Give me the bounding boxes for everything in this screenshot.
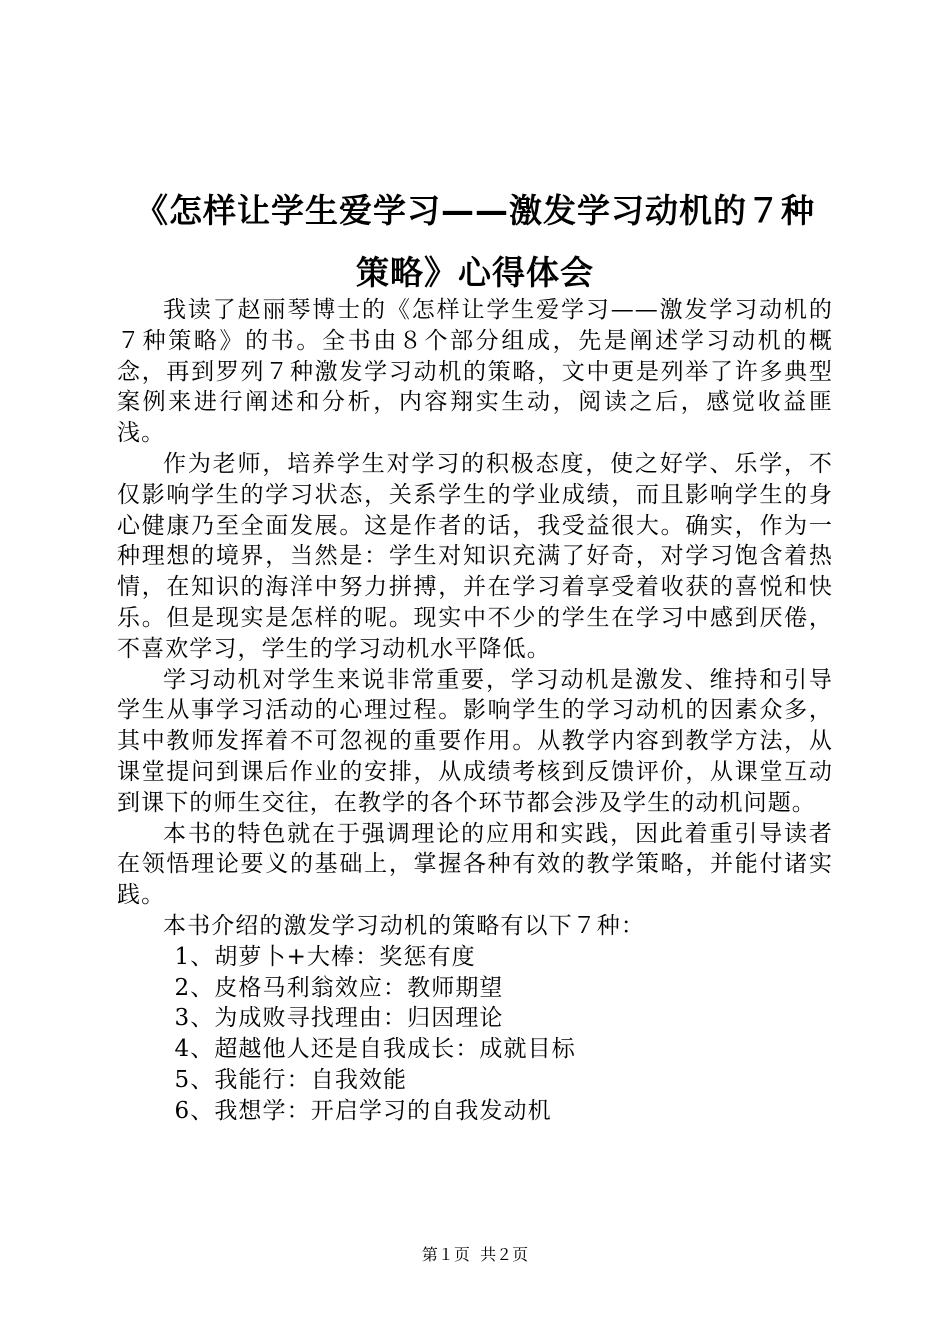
strategy-item: 5、我能行：自我效能: [174, 1066, 408, 1093]
title-line-1: 《怎样让学生爱学习——激发学习动机的７种: [135, 191, 815, 230]
paragraph: 我读了赵丽琴博士的《怎样让学生爱学习——激发学习动机的７种策略》的书。全书由８个部分组成，先是阐述学习动机的概念，再到罗列７种激发学习动机的策略，文中更是列举了许多典型案例来进行阐述和分析，内容翔实生动，阅读之后，感觉收益匪浅。: [117, 297, 833, 447]
strategy-item: 6、我想学：开启学习的自我发动机: [174, 1097, 552, 1124]
document-title: [120, 180, 830, 304]
strategy-item: 4、超越他人还是自我成长：成就目标: [174, 1036, 576, 1063]
strategy-item: 1、胡萝卜+大棒：奖惩有度: [174, 943, 476, 970]
page-number: 第１页: [421, 1245, 470, 1264]
paragraph: 学习动机对学生来说非常重要，学习动机是激发、维持和引导学生从事学习活动的心理过程。影响学生的学习动机的因素众多，其中教师发挥着不可忽视的重要作用。从教学内容到教学方法，从课堂提问到课后作业的安排，从成绩考核到反馈评价，从课堂互动到课下的师生交往，在教学的各个环节都会涉及学生的动机问题。: [117, 666, 833, 816]
title-line-2: 策略》心得体会: [356, 253, 594, 292]
paragraph: 作为老师，培养学生对学习的积极态度，使之好学、乐学，不仅影响学生的学习状态，关系学生的学业成绩，而且影响学生的身心健康乃至全面发展。这是作者的话，我受益很大。确实，作为一种理想的境界，当然是：学生对知识充满了好奇，对学习饱含着热情，在知识的海洋中努力拼搏，并在学习着享受着收获的喜悦和快乐。但是现实是怎样的呢。现实中不少的学生在学习中感到厌倦，不喜欢学习，学生的学习动机水平降低。: [117, 450, 833, 662]
strategy-list-intro: 本书介绍的激发学习动机的策略有以下７种：: [163, 912, 645, 939]
strategy-item: 2、皮格马利翁效应：教师期望: [174, 974, 504, 1001]
page-footer: [0, 1245, 950, 1265]
strategy-item: 3、为成败寻找理由：归因理论: [174, 1005, 504, 1032]
strategy-list: [117, 942, 833, 1127]
page-total: 共２页: [480, 1245, 529, 1264]
document-body: [117, 295, 833, 1127]
paragraph: 本书的特色就在于强调理论的应用和实践，因此着重引导读者在领悟理论要义的基础上，掌握各种有效的教学策略，并能付诸实践。: [117, 820, 833, 909]
